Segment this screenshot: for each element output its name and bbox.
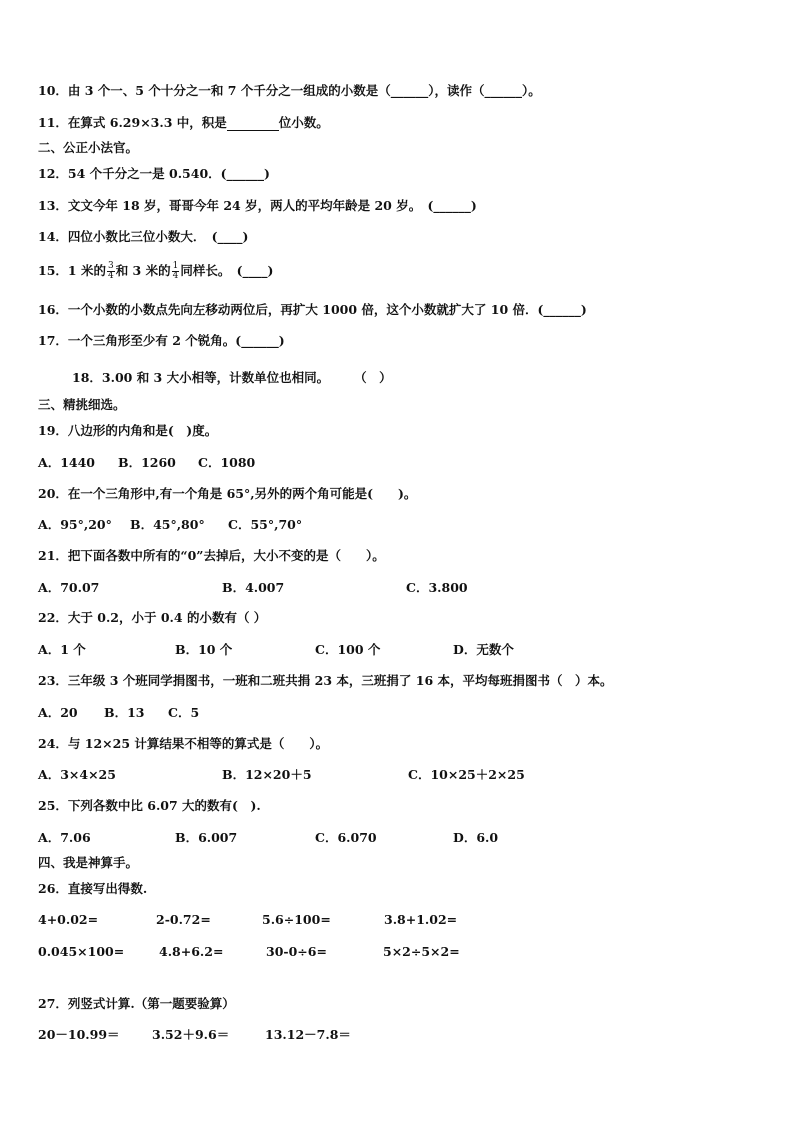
question-15-part-a: 15．1 米的: [38, 263, 106, 278]
question-14: 14．四位小数比三位小数大． (____): [38, 229, 249, 244]
option-c: C．1080: [198, 455, 256, 470]
calc-item: 2-0.72=: [156, 912, 211, 927]
question-17: 17．一个三角形至少有 2 个锐角。(______): [38, 333, 285, 348]
option-b: B．6.007: [175, 830, 238, 845]
question-24: 24．与 12×25 计算结果不相等的算式是（ ）。: [38, 736, 329, 751]
question-27: 27．列竖式计算.（第一题要验算）: [38, 996, 235, 1011]
option-d: D．6.0: [453, 830, 499, 845]
fraction-denominator: 4: [172, 271, 179, 281]
section-2-heading: 二、公正小法官。: [38, 140, 139, 155]
question-18: 18．3.00 和 3 大小相等，计数单位也相同。 （ ）: [72, 370, 392, 385]
question-15-part-b: 和 3 米的: [115, 263, 171, 278]
option-b: B．1260: [118, 455, 176, 470]
question-11: [38, 115, 329, 131]
option-a: A．70.07: [38, 580, 100, 595]
calc-item: 20－10.99＝: [38, 1027, 120, 1042]
question-19: 19．八边形的内角和是( )度。: [38, 423, 218, 438]
option-c: C．55°,70°: [228, 517, 303, 532]
option-b: B．45°,80°: [130, 517, 205, 532]
option-a: A．3×4×25: [38, 767, 116, 782]
fraction-numerator: 1: [172, 261, 179, 271]
question-22: 22．大于 0.2，小于 0.4 的小数有（ ）: [38, 610, 267, 625]
question-25: 25．下列各数中比 6.07 大的数有( ).: [38, 798, 261, 813]
question-13: 13．文文今年 18 岁，哥哥今年 24 岁，两人的平均年龄是 20 岁。 (______): [38, 198, 477, 213]
option-c: C．100 个: [315, 642, 381, 657]
option-b: B．10 个: [175, 642, 233, 657]
calc-item: 4.8+6.2=: [159, 944, 224, 959]
option-d: D．无数个: [453, 642, 514, 657]
option-b: B．4.007: [222, 580, 285, 595]
question-12: 12．54 个千分之一是 0.540．(______): [38, 166, 270, 181]
answer-blank: [227, 118, 279, 131]
option-b: B．12×20＋5: [222, 767, 312, 782]
calc-item: 5.6÷100=: [262, 912, 331, 927]
option-a: A．20: [38, 705, 78, 720]
calc-item: 5×2÷5×2=: [383, 944, 460, 959]
section-3-heading: 三、精挑细选。: [38, 397, 126, 412]
option-a: A．1 个: [38, 642, 86, 657]
option-c: C．5: [168, 705, 200, 720]
option-c: C．3.800: [406, 580, 468, 595]
option-c: C．10×25＋2×25: [408, 767, 525, 782]
calc-item: 0.045×100=: [38, 944, 125, 959]
question-21: 21．把下面各数中所有的“0”去掉后，大小不变的是（ ）。: [38, 548, 385, 563]
option-a: A．1440: [38, 455, 95, 470]
calc-item: 13.12－7.8＝: [265, 1027, 351, 1042]
option-a: A．95°,20°: [38, 517, 112, 532]
section-4-heading: 四、我是神算手。: [38, 855, 139, 870]
fraction-numerator: 3: [107, 261, 114, 271]
fraction-one-quarter: [172, 262, 180, 281]
question-23: 23．三年级 3 个班同学捐图书，一班和二班共捐 23 本，三班捐了 16 本，平均每班捐图书（ ）本。: [38, 673, 613, 688]
calc-item: 3.8+1.02=: [384, 912, 458, 927]
question-11-text: 11．在算式 6.29×3.3 中，积是: [38, 115, 227, 130]
question-11-tail: 位小数。: [278, 115, 329, 130]
question-10: 10．由 3 个一、5 个十分之一和 7 个千分之一组成的小数是（______），读作（______）。: [38, 83, 541, 98]
calc-item: 4+0.02=: [38, 912, 99, 927]
question-20: 20．在一个三角形中,有一个角是 65°,另外的两个角可能是( )。: [38, 486, 417, 501]
option-c: C．6.070: [315, 830, 377, 845]
question-26: 26．直接写出得数.: [38, 881, 148, 896]
question-16: 16．一个小数的小数点先向左移动两位后，再扩大 1000 倍，这个小数就扩大了 10 倍．(______): [38, 302, 587, 317]
fraction-three-quarters: [107, 262, 115, 281]
option-a: A．7.06: [38, 830, 91, 845]
question-15-part-c: 同样长。 (____): [180, 263, 274, 278]
question-15: [38, 262, 273, 281]
calc-item: 3.52＋9.6＝: [152, 1027, 230, 1042]
option-b: B．13: [104, 705, 145, 720]
fraction-denominator: 4: [107, 271, 114, 281]
calc-item: 30-0÷6=: [266, 944, 327, 959]
